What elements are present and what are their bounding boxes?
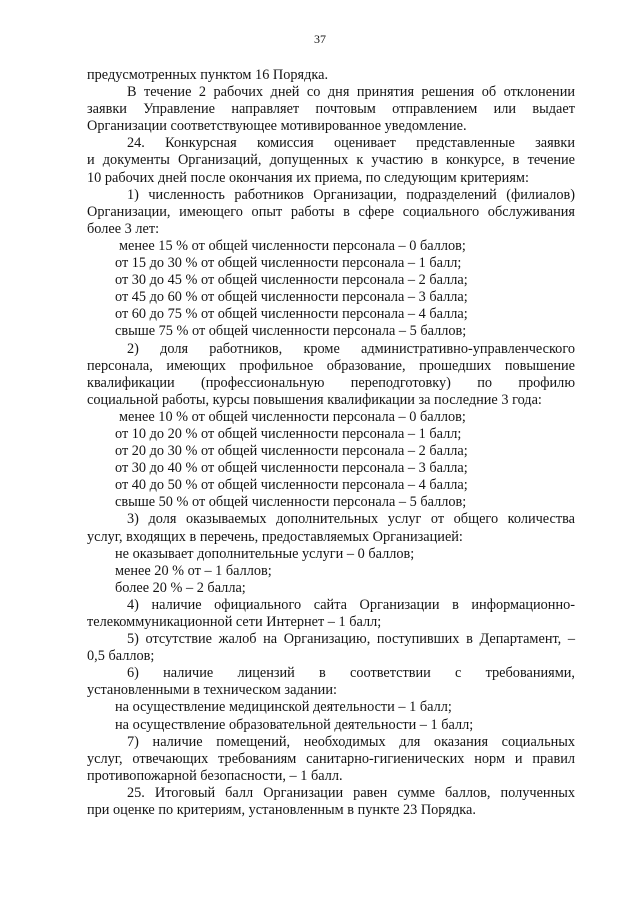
text-line: свыше 50 % от общей численности персонала – 5 баллов; — [115, 494, 467, 511]
text-line: 4) наличие официального сайта Организации в информационно- — [127, 596, 575, 613]
text-line: более 3 лет: — [87, 220, 160, 237]
text-line: 25. Итоговый балл Организации равен сумме баллов, полученных — [127, 784, 575, 801]
text-line: менее 10 % от общей численности персонала – 0 баллов; — [119, 408, 466, 425]
text-line: 24. Конкурсная комиссия оценивает представленные заявки — [127, 135, 575, 152]
text-line: Организации соответствующее мотивированное уведомление. — [87, 118, 467, 135]
text-line: установленными в техническом задании: — [87, 682, 337, 699]
text-line: квалификации (профессиональную переподготовку) по профилю — [87, 374, 575, 391]
text-line: услуг, отвечающих требованиям санитарно-гигиенических норм и правил — [87, 750, 575, 767]
text-line: Организации, имеющего опыт работы в сфере социального обслуживания — [87, 203, 575, 220]
text-line: персонала, имеющих профильное образование, прошедших повышение — [87, 357, 575, 374]
text-line: на осуществление образовательной деятельности – 1 балл; — [115, 716, 474, 733]
text-line: свыше 75 % от общей численности персонала – 5 баллов; — [115, 323, 467, 340]
text-line: 0,5 баллов; — [87, 648, 155, 665]
document-body — [87, 67, 575, 819]
text-line: услуг, входящих в перечень, предоставляемых Организацией: — [87, 528, 463, 545]
text-line: 7) наличие помещений, необходимых для оказания социальных — [127, 733, 575, 750]
text-line: от 60 до 75 % от общей численности персонала – 4 балла; — [115, 306, 468, 323]
text-line: противопожарной безопасности, – 1 балл. — [87, 767, 343, 784]
text-line: от 20 до 30 % от общей численности персонала – 2 балла; — [115, 443, 468, 460]
text-line: от 40 до 50 % от общей численности персонала – 4 балла; — [115, 477, 468, 494]
text-line: 5) отсутствие жалоб на Организацию, поступивших в Департамент, – — [127, 631, 575, 648]
text-line: от 30 до 40 % от общей численности персонала – 3 балла; — [115, 460, 468, 477]
text-line: 3) доля оказываемых дополнительных услуг от общего количества — [127, 511, 575, 528]
text-line: предусмотренных пунктом 16 Порядка. — [87, 67, 329, 83]
text-line: от 15 до 30 % от общей численности персонала – 1 балл; — [115, 255, 462, 272]
text-line: заявки Управление направляет почтовым отправлением или выдает — [87, 101, 575, 118]
text-line: менее 15 % от общей численности персонала – 0 баллов; — [119, 237, 466, 254]
text-line: 2) доля работников, кроме административно-управленческого — [127, 340, 575, 357]
text-line: от 10 до 20 % от общей численности персонала – 1 балл; — [115, 425, 462, 442]
text-line: 10 рабочих дней после окончания их приема, по следующим критериям: — [87, 169, 529, 186]
text-line: более 20 % – 2 балла; — [115, 579, 246, 596]
text-line: и документы Организаций, допущенных к участию в конкурсе, в течение — [87, 152, 575, 169]
page-number: 37 — [314, 32, 326, 46]
text-line: В течение 2 рабочих дней со дня принятия решения об отклонении — [127, 84, 575, 101]
text-line: на осуществление медицинской деятельности – 1 балл; — [115, 699, 452, 716]
text-line: не оказывает дополнительные услуги – 0 баллов; — [115, 545, 415, 562]
text-line: при оценке по критериям, установленным в пункте 23 Порядка. — [87, 802, 476, 819]
text-line: менее 20 % от – 1 баллов; — [115, 562, 272, 579]
text-line: 6) наличие лицензий в соответствии с требованиями, — [127, 665, 575, 682]
text-line: 1) численность работников Организации, подразделений (филиалов) — [127, 186, 575, 203]
text-line: от 30 до 45 % от общей численности персонала – 2 балла; — [115, 272, 468, 289]
text-line: социальной работы, курсы повышения квалификации за последние 3 года: — [87, 391, 542, 408]
text-line: от 45 до 60 % от общей численности персонала – 3 балла; — [115, 289, 468, 306]
text-line: телекоммуникационной сети Интернет – 1 балл; — [87, 614, 382, 630]
